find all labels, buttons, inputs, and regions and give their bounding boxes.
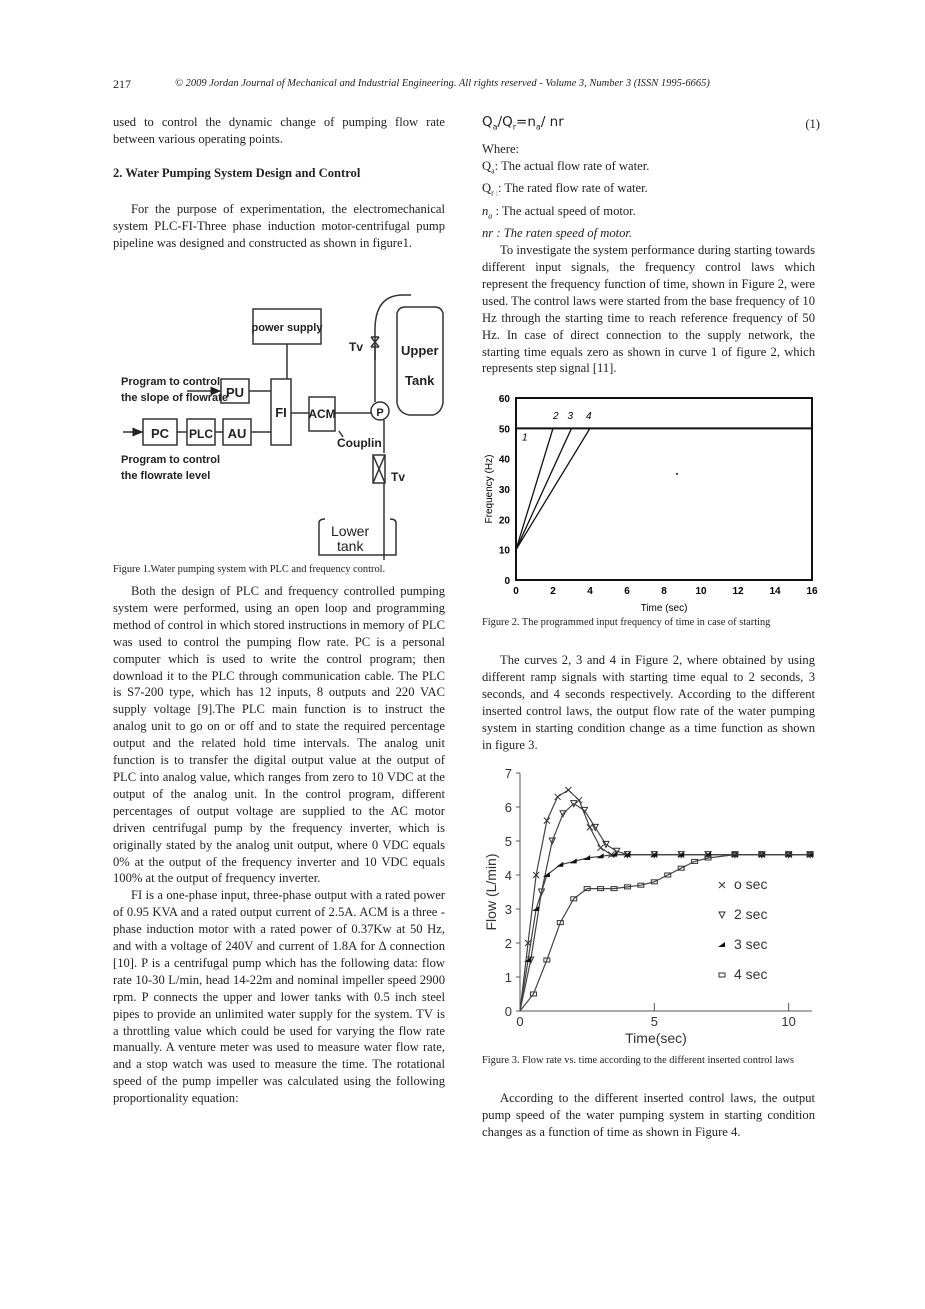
fig3-ytick-label: 0	[504, 1004, 512, 1019]
tv-top-label: Tv	[349, 340, 364, 354]
fig3-point-s2	[532, 906, 539, 911]
fig2-ytick-label: 30	[498, 485, 510, 496]
equation-number: (1)	[805, 117, 820, 131]
lower-tank-label: Lower	[331, 523, 370, 539]
fig2-dot-mark	[676, 473, 678, 475]
journal-line: © 2009 Jordan Journal of Mechanical and Industrial Engineering. All rights reserved - Volume 3, Number 3 (ISSN 1995-6665)	[175, 78, 710, 89]
fig3-xtick-label: 5	[650, 1014, 658, 1029]
fig2-xlabel: Time (sec)	[640, 603, 688, 614]
fig3-point-s0	[555, 794, 561, 800]
plc-label: PLC	[189, 427, 213, 441]
fig2-xtick-label: 0	[513, 586, 519, 597]
fig2-ytick-label: 0	[504, 576, 510, 587]
fig2-ytick-label: 60	[498, 394, 510, 405]
fig2-ytick-label: 40	[498, 454, 510, 466]
fig2-xtick-label: 10	[695, 586, 707, 597]
lower-tank-label-2: tank	[337, 538, 364, 554]
fig3-legend-marker-0	[719, 882, 725, 888]
def-na: $n_a$ : The actual speed of motor.	[482, 203, 636, 221]
def-qr-text: : The rated flow rate of water.	[498, 181, 648, 196]
section-heading: 2. Water Pumping System Design and Control	[113, 166, 361, 180]
fig3-legend-marker-1	[719, 912, 725, 918]
right-para3-text: According to the different inserted control laws, the output pump speed of the water pumping system in starting condition changes as a function of time as shown in Figure 4.	[482, 1091, 815, 1139]
def-qr: $Q_{r :}$: The rated flow rate of water.	[482, 181, 648, 198]
prog-level-line1: Program to control	[121, 454, 221, 466]
para2-text: Both the design of PLC and frequency controlled pumping system were performed, using an open loop and programming method of control in which stored instructions in memory of PLC was used to control the pumping flow rate. PC is a personal computer which is used to write the control program; then download it to the PLC through communication cable. The PLC is S7-200 type, which has 12 inputs, 8 outputs and 220 VAC supply voltage [9].The PLC main function is to instruct the analog unit to go on or off and to state the required percentage output and the related hold time intervals. The analog unit function is to transfer the digital output value at the output of PLC into analog value, which ranges from zero to 10 VDC at the output of the analog unit. In the control program, different percentages of output voltage are supplied to the AC motor driven centrifugal pump by the frequency inverter, which is originally stated by the analog unit output, where 0 VDC equals 0% at the output of the frequency inverter and 10 VDC equals 100% at the output of frequency inverter.	[113, 584, 445, 886]
figure3-caption: Figure 3. Flow rate vs. time according to the different inserted control laws	[482, 1055, 795, 1066]
figure3-chart	[482, 765, 820, 1053]
fig2-series-line-3	[516, 428, 812, 549]
fig2-series-label-2: 2	[553, 411, 559, 423]
fig2-series-line-4	[516, 428, 812, 549]
para3-text: FI is a one-phase input, three-phase output with a rated power of 0.95 KVA and a rated output current of 2.5A. ACM is a three -phase induction motor with a rated power of 0.37Kw at 50 Hz, and with a voltage of 240V and current of 1.8A for Δ connection [10]. P is a centrifugal pump which has the following data: flow rate 10-30 L/min, head 14-22m and nominal impeller speed 2900 rpm. P connects the upper and lower tanks with 0.5 inch steel pipes to provide an unlimited water supply for the system. TV is a throttling value which could be used for varying the flow rate manually. A venture meter was used to measure water flow rate, and a stop watch was used to measure the time. The rotational speed of the pump impeller was calculated using the following proportionality equation:	[113, 888, 445, 1106]
fig3-ylabel: Flow (L/min)	[483, 853, 499, 931]
right-para2-text: The curves 2, 3 and 4 in Figure 2, where obtained by using different ramp signals with starting time equal to 2 seconds, 3 seconds, and 4 seconds respectively. According to the different inserted control laws, the output flow rate of the water pumping system in starting condition change as a time function as shown in figure 3.	[482, 653, 815, 752]
fig2-xtick-label: 12	[732, 586, 744, 597]
def-na-text: : The actual speed of motor.	[492, 203, 636, 218]
fig2-ytick-label: 10	[498, 545, 510, 557]
fig2-series-line-1	[516, 428, 812, 549]
fig3-point-s0	[587, 824, 593, 830]
fig3-legend-label-2: 3 sec	[734, 936, 768, 952]
where-label: Where:	[482, 142, 520, 156]
fig3-ytick-label: 5	[504, 834, 512, 849]
fig3-legend-label-1: 2 sec	[734, 906, 768, 922]
fig3-legend-label-3: 4 sec	[734, 966, 768, 982]
fig2-series-label-3: 3	[567, 411, 574, 423]
fig2-xtick-label: 6	[624, 586, 630, 597]
page-number: 217	[113, 77, 131, 91]
fig3-xtick-label: 0	[516, 1014, 524, 1029]
fig3-point-s2	[570, 858, 577, 863]
left-intro	[113, 114, 445, 148]
fig3-xtick-label: 10	[781, 1014, 796, 1029]
fi-label: FI	[275, 405, 287, 420]
fig3-point-s2	[543, 872, 550, 877]
tv-bottom-label: Tv	[391, 470, 406, 484]
fig2-ytick-label: 50	[498, 424, 510, 436]
fig2-xtick-label: 2	[550, 586, 556, 597]
para1-text: For the purpose of experimentation, the electromechanical system PLC-FI-Three phase induction motor-centrifugal pump pipeline was designed and constructed as shown in figure1.	[113, 202, 445, 250]
fig2-xtick-label: 8	[661, 586, 667, 597]
fig2-plot-frame	[516, 398, 812, 580]
right-para1: To investigate the system performance during starting towards different input signals, the frequency control laws which represent the frequency function of time, shown in Figure 2, were used. The control laws were started from the base frequency of 10 Hz through the starting time to reach reference frequency of 50 Hz. In case of direct connection to the supply network, the starting time equals zero as shown in curve 1 of figure 2, which represents step signal [11].	[482, 243, 815, 376]
def-qa-text: : The actual flow rate of water.	[494, 158, 650, 173]
prog-slope-line2: the slope of flowrate	[121, 392, 228, 404]
right-para2	[482, 652, 815, 753]
def-nr: nr : The raten speed of motor.	[482, 226, 633, 241]
figure1-caption: Figure 1.Water pumping system with PLC and frequency control.	[113, 564, 386, 575]
fig2-series-label-1: 1	[522, 432, 528, 444]
pump-label: P	[376, 407, 384, 419]
left-para1	[113, 201, 445, 252]
upper-tank-shape	[397, 307, 443, 415]
equation-1: $Q_a/Q_r=n_a/$ nr	[482, 114, 564, 132]
fig2-xtick-label: 14	[769, 586, 781, 597]
au-label: AU	[227, 426, 247, 441]
left-para2	[113, 583, 445, 1107]
fig3-point-s0	[565, 787, 571, 793]
power-supply-label: power supply	[251, 322, 323, 334]
fig2-series-label-4: 4	[586, 411, 592, 423]
fig3-point-s0	[598, 845, 604, 851]
fig3-legend-label-0: o sec	[734, 876, 768, 892]
def-qa: $Q_a$: The actual flow rate of water.	[482, 158, 650, 176]
pu-label: PU	[225, 385, 245, 400]
upper-tank-label-2: Tank	[405, 373, 435, 388]
fig3-ytick-label: 2	[504, 936, 512, 951]
fig2-xtick-label: 4	[587, 586, 593, 597]
prog-slope-line1: Program to control	[121, 376, 221, 388]
intro-text: used to control the dynamic change of pumping flow rate between various operating points.	[113, 115, 445, 146]
upper-tank-label: Upper	[401, 343, 439, 358]
fig3-point-s2	[556, 862, 563, 867]
pc-label: PC	[150, 426, 170, 441]
acm-label: ACM	[308, 407, 336, 421]
figure1-diagram	[113, 285, 445, 560]
fig3-ytick-label: 4	[504, 868, 512, 883]
fig3-ytick-label: 3	[504, 902, 512, 917]
fig3-point-s2	[583, 855, 590, 860]
definitions	[482, 141, 815, 377]
fig2-ytick-label: 20	[498, 515, 510, 527]
fig3-legend-marker-2	[718, 942, 725, 947]
figure2-caption: Figure 2. The programmed input frequency of time in case of starting	[482, 617, 771, 628]
fig3-ytick-label: 7	[504, 766, 512, 781]
fig2-xtick-label: 16	[806, 586, 818, 597]
right-para3	[482, 1090, 815, 1141]
fig3-point-s2	[524, 957, 531, 962]
prog-level-line2: the flowrate level	[121, 470, 211, 482]
fig3-xlabel: Time(sec)	[625, 1030, 687, 1046]
figure2-chart	[482, 388, 820, 616]
fig3-ytick-label: 6	[504, 800, 512, 815]
fig2-series-line-2	[516, 428, 812, 549]
fig3-ytick-label: 1	[504, 970, 512, 985]
fig3-legend-marker-3	[719, 973, 725, 977]
coupling-label: Couplin	[337, 436, 382, 450]
fig2-ylabel: Frequency (Hz)	[484, 454, 495, 524]
